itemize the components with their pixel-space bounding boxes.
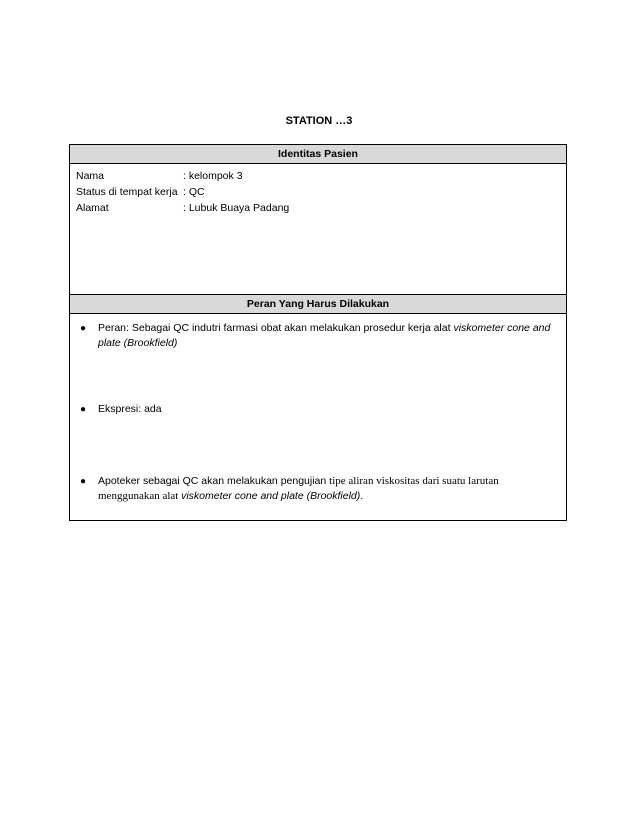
identitas-section bbox=[70, 164, 566, 295]
apoteker-text: Apoteker sebagai QC akan melakukan pengujian bbox=[98, 475, 330, 487]
bullet-icon: ● bbox=[80, 323, 87, 334]
page-title: STATION …3 bbox=[285, 115, 353, 127]
peran-text: Peran: Sebagai QC indutri farmasi obat akan melakukan prosedur kerja alat bbox=[98, 322, 454, 334]
bullet-text: Ekspresi: ada bbox=[98, 403, 162, 415]
peran-header: Peran Yang Harus Dilakukan bbox=[70, 295, 566, 314]
info-value: : Lubuk Buaya Padang bbox=[183, 202, 290, 214]
bullet-text bbox=[98, 474, 558, 504]
bullet-text bbox=[98, 321, 558, 351]
info-row-nama bbox=[76, 168, 566, 184]
bullet-item-apoteker bbox=[70, 474, 566, 504]
info-value: : kelompok 3 bbox=[183, 170, 243, 182]
info-value: : QC bbox=[183, 186, 205, 198]
peran-italic: viskometer cone and plate (Brookfield) bbox=[98, 322, 551, 349]
info-label: Alamat bbox=[76, 202, 109, 214]
info-row-status bbox=[76, 184, 566, 200]
apoteker-end: . bbox=[360, 490, 364, 502]
peran-section bbox=[70, 314, 566, 520]
info-label: Nama bbox=[76, 170, 105, 182]
bullet-icon: ● bbox=[80, 404, 87, 415]
bullet-icon: ● bbox=[80, 476, 87, 487]
station-table bbox=[69, 144, 567, 521]
apoteker-italic: viskometer cone and plate (Brookfield) bbox=[181, 490, 361, 502]
bullet-item-peran bbox=[70, 321, 566, 351]
bullet-item-ekspresi bbox=[70, 402, 566, 417]
identitas-header: Identitas Pasien bbox=[70, 145, 566, 164]
apoteker-serif-text: tipe aliran viskositas dari suatu larutan menggunakan alat bbox=[98, 475, 499, 502]
info-row-alamat bbox=[76, 200, 566, 216]
info-label: Status di tempat kerja bbox=[76, 186, 178, 198]
